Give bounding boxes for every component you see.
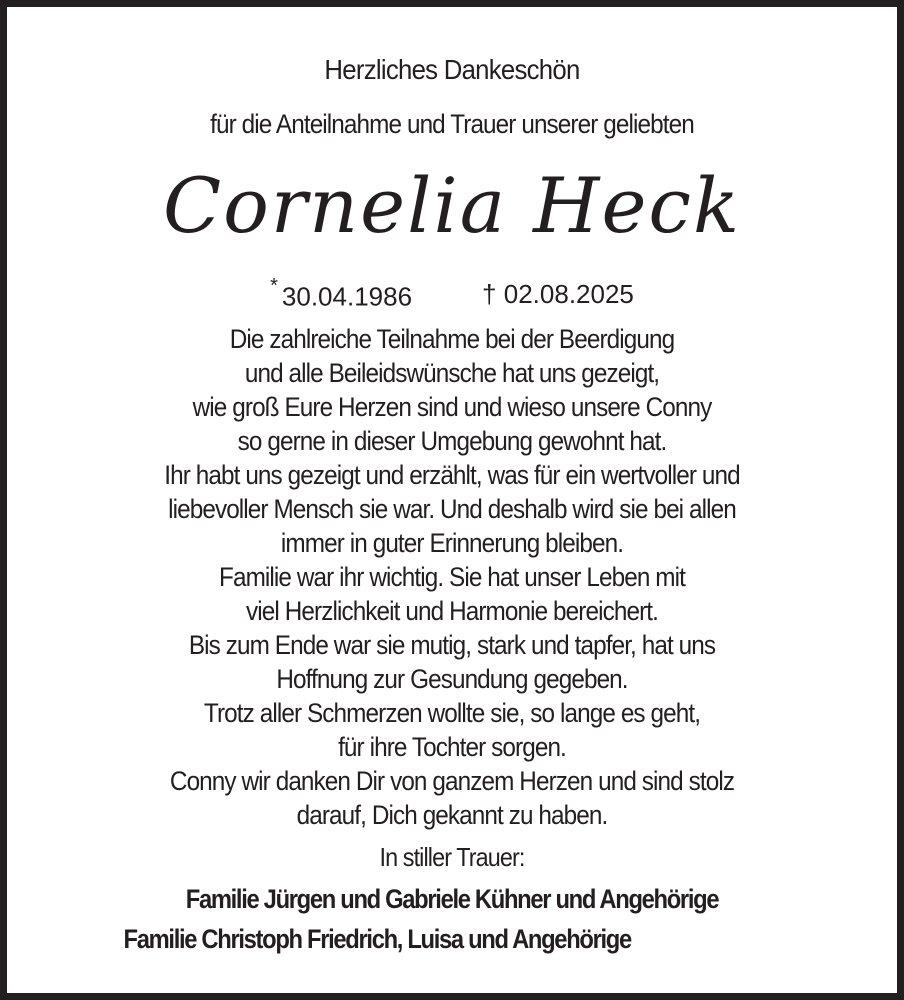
- birth-date: 30.04.1986: [281, 281, 413, 312]
- body-line: viel Herzlichkeit und Harmonie bereichert.: [246, 596, 658, 626]
- notice-subtitle: für die Anteilnahme und Trauer unserer geliebten: [210, 109, 694, 139]
- body-line: Trotz aller Schmerzen wollte sie, so lange es geht,: [203, 698, 701, 728]
- body-line: wie groß Eure Herzen sind und wieso unsere Conny: [192, 392, 712, 422]
- body-line: immer in guter Erinnerung bleiben.: [280, 528, 624, 558]
- body-line: Conny wir danken Dir von ganzem Herzen und sind stolz: [169, 766, 735, 796]
- family-signature: Familie Christoph Friedrich, Luisa und Angehörige: [123, 924, 631, 954]
- body-line: Bis zum Ende war sie mutig, stark und tapfer, hat uns: [188, 630, 716, 660]
- death-cross-icon: †: [482, 279, 497, 309]
- death-date-group: [482, 279, 634, 313]
- notice-body: [14, 322, 890, 832]
- body-line: darauf, Dich gekannt zu haben.: [296, 800, 608, 830]
- birth-star-icon: *: [270, 275, 278, 297]
- body-line: Ihr habt uns gezeigt und erzählt, was für ein wertvoller und: [164, 460, 740, 490]
- body-line: Hoffnung zur Gesundung gegeben.: [276, 664, 628, 694]
- body-line: für ihre Tochter sorgen.: [338, 732, 566, 762]
- birth-date-group: [270, 275, 413, 313]
- deceased-name: Cornelia Heck: [162, 161, 742, 250]
- body-line: und alle Beileidswünsche hat uns gezeigt,: [244, 358, 660, 388]
- notice-content: [14, 14, 890, 986]
- notice-title: Herzliches Dankeschön: [324, 54, 580, 85]
- death-date: 02.08.2025: [503, 279, 634, 309]
- life-dates: [14, 275, 890, 313]
- body-line: so gerne in dieser Umgebung gewohnt hat.: [237, 426, 667, 456]
- body-line: Die zahlreiche Teilnahme bei der Beerdigung: [229, 324, 675, 354]
- signoff: In stiller Trauer:: [379, 842, 525, 872]
- body-line: Familie war ihr wichtig. Sie hat unser Leben mit: [219, 562, 685, 592]
- family-signature: Familie Jürgen und Gabriele Kühner und Angehörige: [185, 884, 719, 914]
- body-line: liebevoller Mensch sie war. Und deshalb wird sie bei allen: [168, 494, 736, 524]
